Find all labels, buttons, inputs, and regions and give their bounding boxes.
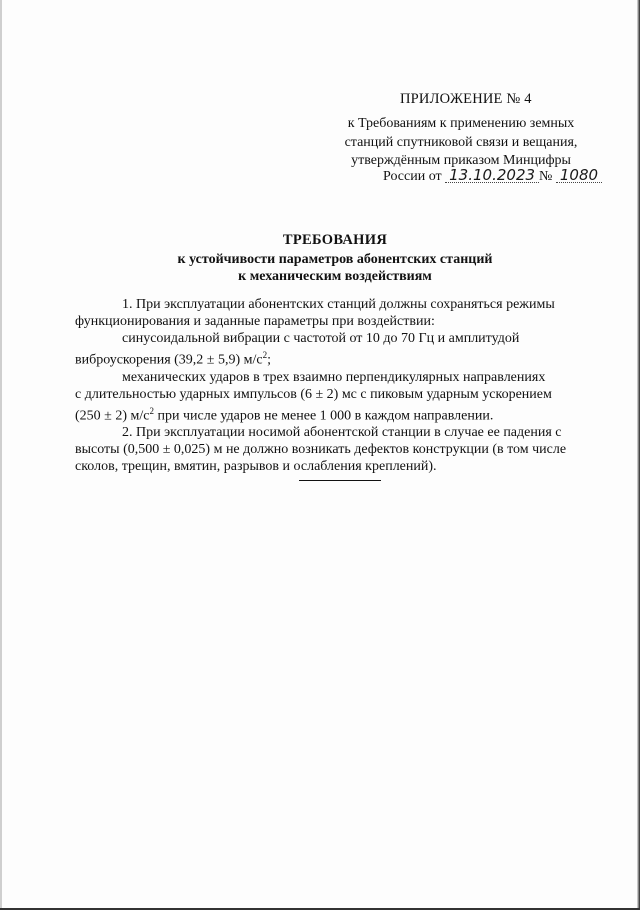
- paragraph-line: сколов, трещин, вмятин, разрывов и ослабления креплений).: [75, 459, 437, 475]
- formula-text: при числе ударов не менее 1 000 в каждом направлении.: [153, 408, 494, 424]
- heading-title: ТРЕБОВАНИЯ: [282, 232, 388, 248]
- paragraph-line: с длительностью ударных импульсов (6 ± 2) мс с пиковым ударным ускорением: [75, 386, 552, 402]
- document-heading: [120, 232, 550, 285]
- paragraph-line: механических ударов в трех взаимно перпендикулярных направлениях: [122, 369, 546, 385]
- formula-text: виброускорения (39,2 ± 5,9) м/с: [75, 352, 263, 368]
- appendix-line: утверждённым приказом Минцифры: [351, 153, 571, 168]
- paragraph-line: высоты (0,500 ± 0,025) м не должно возникать дефектов конструкции (в том числе: [75, 442, 567, 458]
- superscript: 2: [262, 350, 268, 360]
- appendix-line: к Требованиям к применению земных: [347, 116, 575, 131]
- heading-subtitle: к механическим воздействиям: [238, 269, 432, 284]
- number-prefix: №: [539, 169, 553, 184]
- scan-edge-left: [0, 0, 2, 910]
- closing-divider: [299, 480, 381, 481]
- formula-text: (250 ± 2) м/с: [75, 408, 150, 424]
- superscript: 2: [149, 405, 154, 416]
- date-prefix: России от: [383, 169, 442, 184]
- paragraph-line: [75, 403, 588, 425]
- formula-text: ;: [267, 352, 271, 368]
- paragraph-line: 2. При эксплуатации носимой абонентской станции в случае ее падения с: [122, 425, 562, 441]
- heading-subtitle: к устойчивости параметров абонентских станций: [177, 252, 493, 267]
- appendix-reference: [336, 115, 586, 171]
- paragraph-line: функционирования и заданные параметры при воздействии:: [75, 314, 435, 329]
- paragraph-line: [75, 347, 588, 369]
- appendix-title: ПРИЛОЖЕНИЕ № 4: [400, 91, 532, 107]
- handwritten-number: 1080: [556, 166, 602, 184]
- appendix-line: станций спутниковой связи и вещания,: [344, 134, 578, 150]
- handwritten-date: 13.10.2023: [445, 166, 539, 184]
- order-date-line: [383, 166, 602, 185]
- document-body: [75, 296, 588, 475]
- paragraph-line: синусоидальной вибрации с частотой от 10 до 70 Гц и амплитудой: [122, 331, 520, 346]
- paragraph-line: 1. При эксплуатации абонентских станций должны сохраняться режимы: [122, 297, 555, 312]
